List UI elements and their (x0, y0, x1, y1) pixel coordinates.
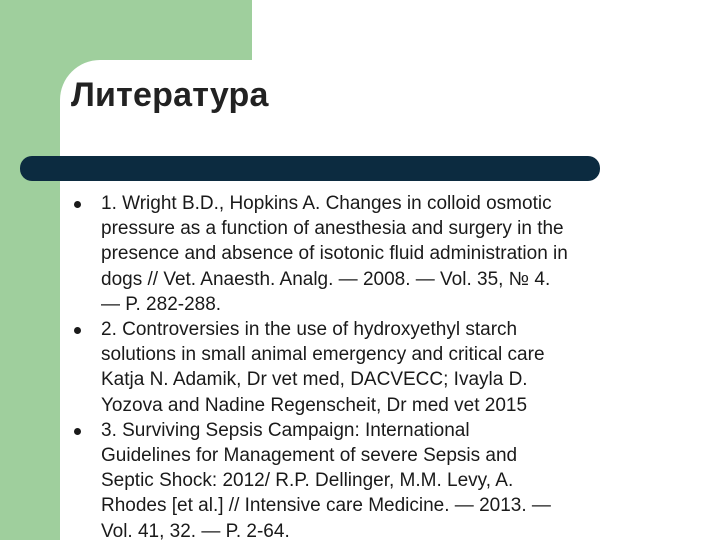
reference-line: 1. Wright B.D., Hopkins A. Changes in colloid osmotic (101, 193, 552, 214)
reference-line: Yozova and Nadine Regenscheit, Dr med vet 2015 (101, 394, 528, 416)
reference-line: 3. Surviving Sepsis Campaign: International (101, 419, 470, 441)
reference-line: Katja N. Adamik, Dr vet med, DACVECC; Ivayla D. (101, 369, 528, 391)
slide-title: Литература (71, 76, 269, 114)
title-divider-bar (20, 156, 600, 181)
reference-line: Vol. 41, 32. — P. 2-64. (101, 520, 290, 540)
reference-line: Septic Shock: 2012/ R.P. Dellinger, M.M. Levy, A. (101, 470, 514, 492)
reference-line: Guidelines for Management of severe Sepsis and (101, 445, 518, 467)
reference-item (73, 418, 673, 540)
reference-line: — P. 282-288. (101, 293, 222, 315)
bullet-icon (74, 428, 81, 435)
reference-line: Rhodes [et al.] // Intensive care Medicine. — 2013. — (101, 495, 551, 517)
reference-item (73, 191, 673, 317)
reference-item (73, 317, 673, 418)
bullet-icon (74, 327, 81, 334)
reference-list (73, 191, 673, 540)
bullet-icon (74, 201, 81, 208)
reference-line: solutions in small animal emergency and critical care (101, 344, 545, 366)
reference-line: presence and absence of isotonic fluid administration in (101, 243, 568, 265)
reference-line: dogs // Vet. Anaesth. Analg. — 2008. — Vol. 35, № 4. (101, 268, 551, 290)
reference-line: 2. Controversies in the use of hydroxyethyl starch (101, 319, 518, 341)
reference-line: pressure as a function of anesthesia and surgery in the (101, 218, 564, 240)
